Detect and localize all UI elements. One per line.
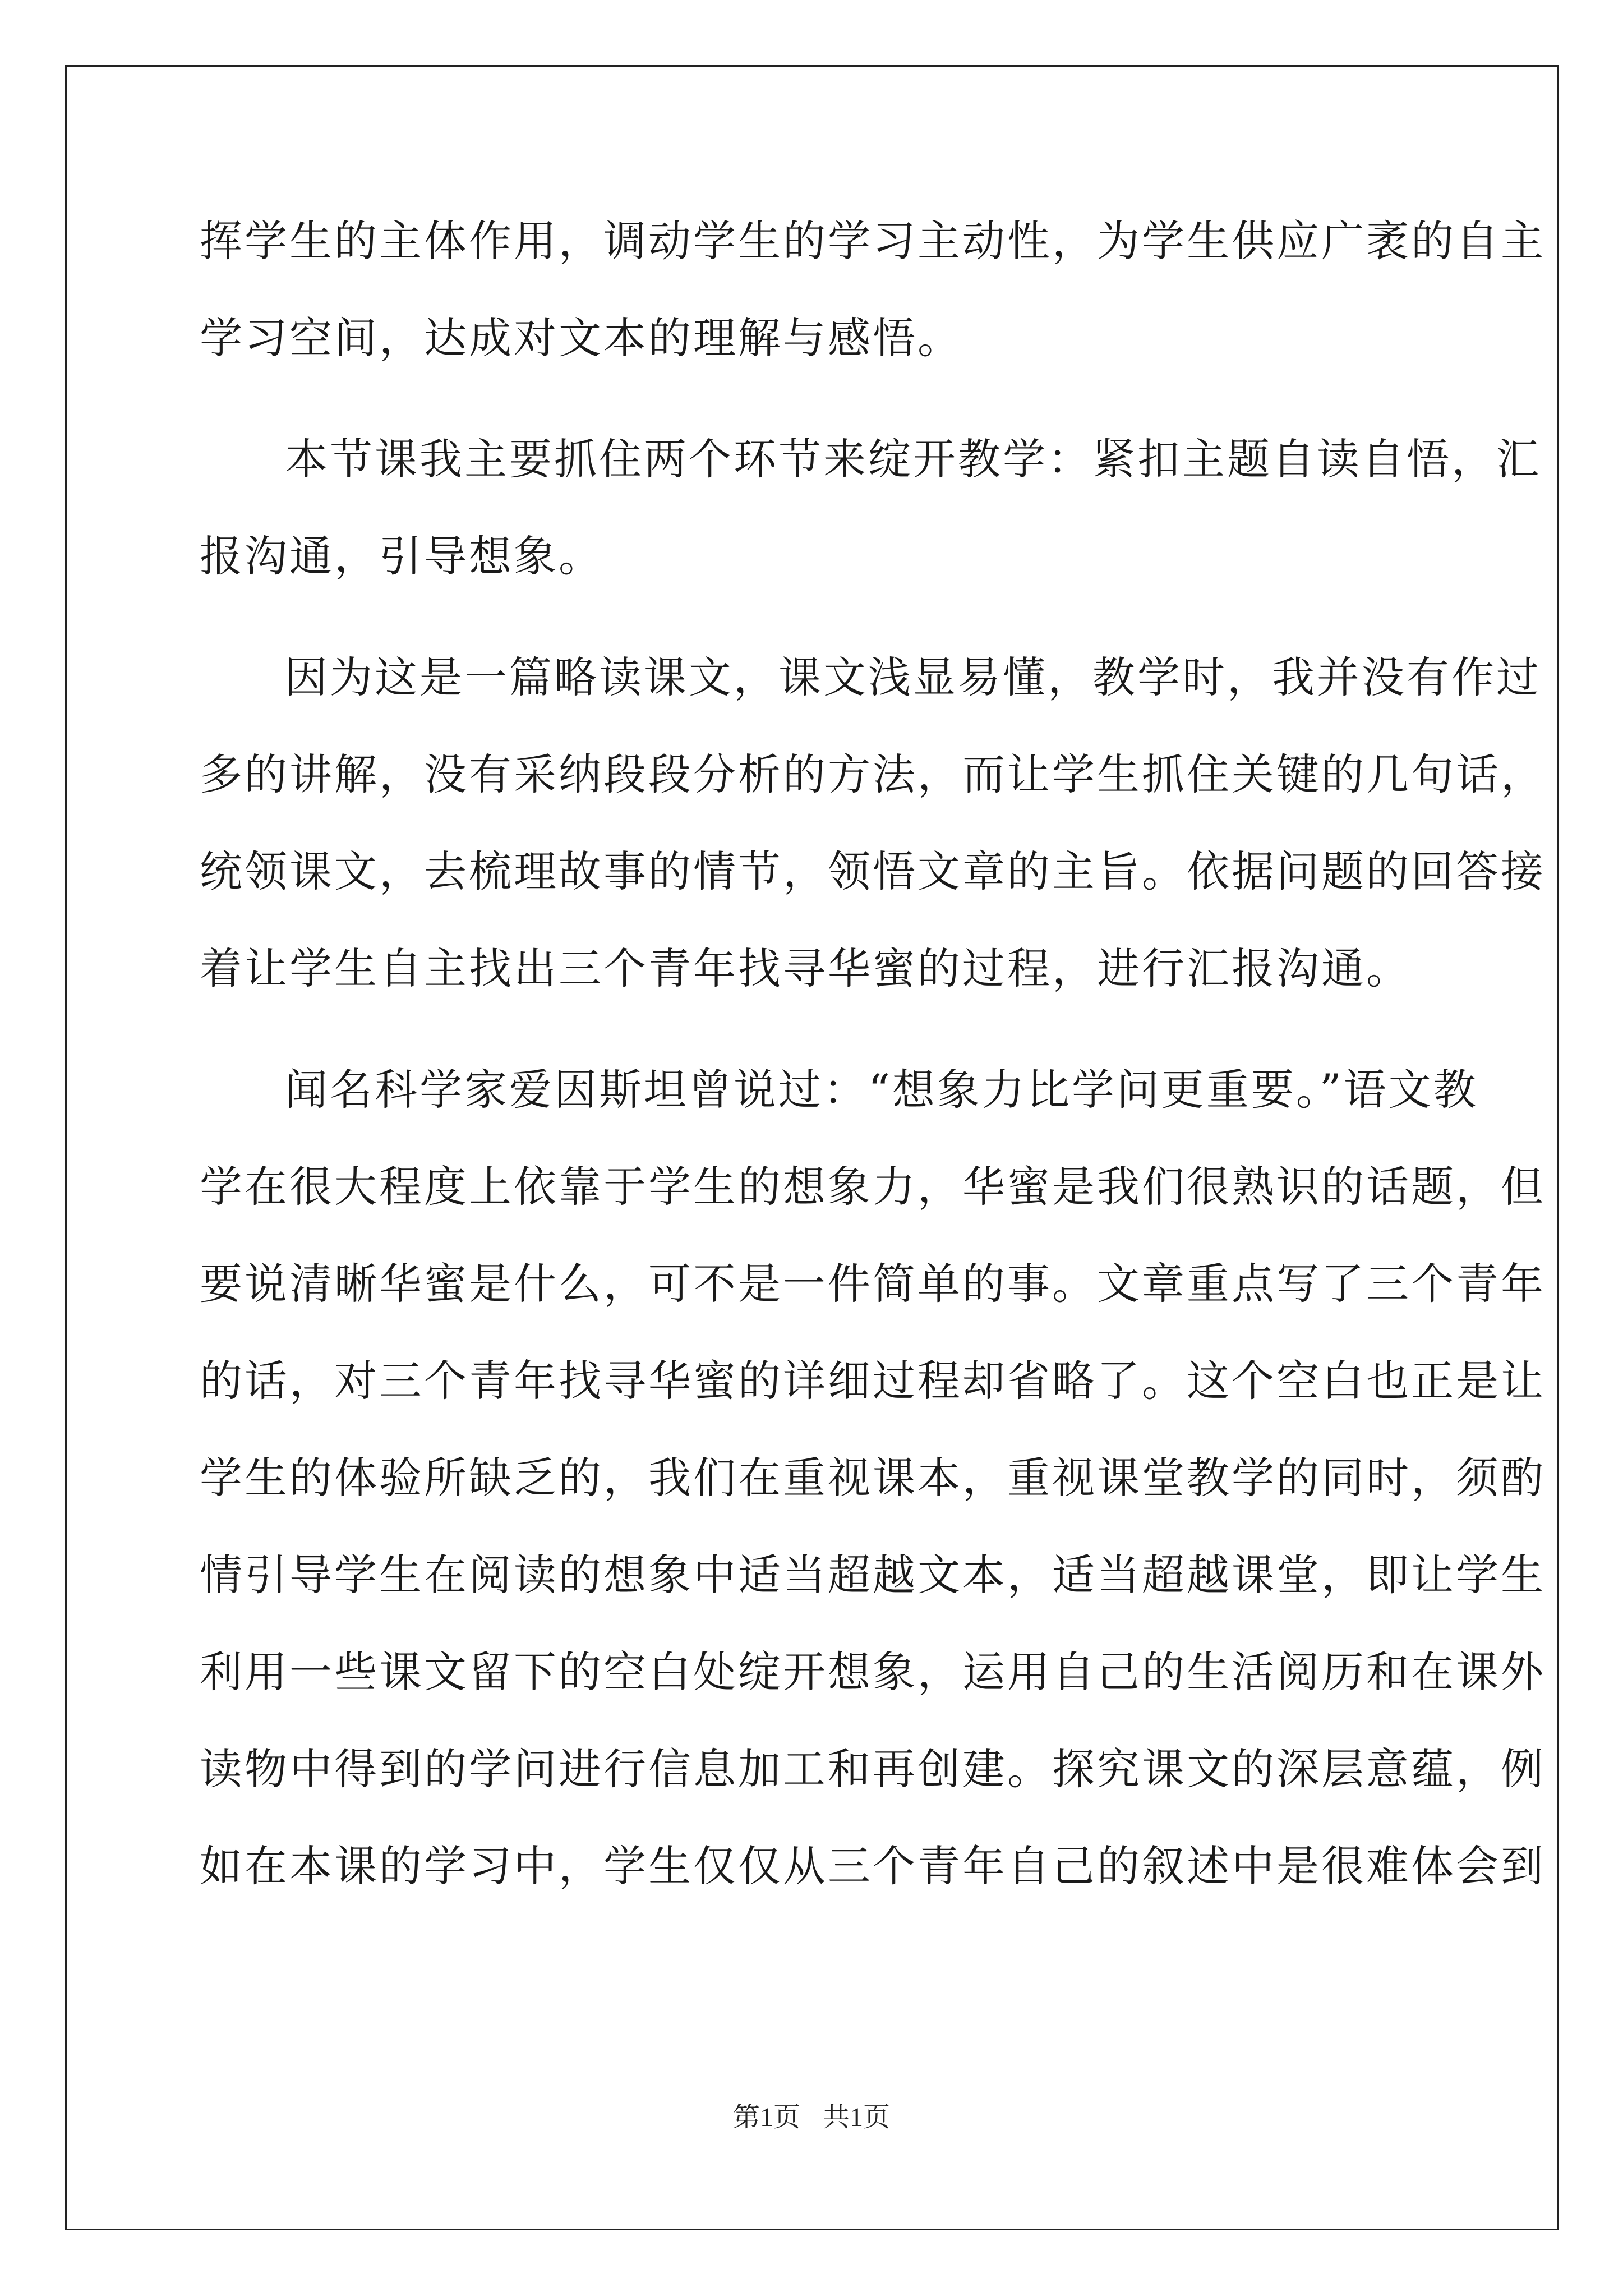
page-border [65,65,1559,2230]
text-line: 着让学生自主找出三个青年找寻华蜜的过程，进行汇报沟通。 [200,944,1411,993]
text-line: 挥学生的主体作用，调动学生的学习主动性，为学生供应广袤的自主 [200,216,1546,266]
text-line: 因为这是一篇略读课文，课文浅显易懂，教学时，我并没有作过 [285,652,1541,702]
page-total: 共1页 [823,2102,891,2132]
text-line: 的话，对三个青年找寻华蜜的详细过程却省略了。这个空白也正是让 [200,1356,1546,1406]
text-line: 本节课我主要抓住两个环节来绽开教学：紧扣主题自读自悟，汇 [285,434,1541,484]
page-number: 第1页 [732,2102,800,2132]
text-line: 学习空间，达成对文本的理解与感悟。 [200,313,962,363]
text-line: 要说清晰华蜜是什么，可不是一件简单的事。文章重点写了三个青年 [200,1259,1546,1309]
text-line: 统领课文，去梳理故事的情节，领悟文章的主旨。依据问题的回答接 [200,846,1546,896]
text-line: 利用一些课文留下的空白处绽开想象，运用自己的生活阅历和在课外 [200,1647,1546,1697]
text-line: 报沟通，引导想象。 [200,531,603,581]
text-line: 情引导学生在阅读的想象中适当超越文本，适当超越课堂，即让学生 [200,1550,1546,1600]
text-line: 闻名科学家爱因斯坦曾说过：“想象力比学问更重要。”语文教 [285,1065,1478,1115]
text-line: 学在很大程度上依靠于学生的想象力，华蜜是我们很熟识的话题，但 [200,1162,1546,1212]
page-footer [0,2101,1623,2134]
text-line: 多的讲解，没有采纳段段分析的方法，而让学生抓住关键的几句话， [200,749,1546,799]
text-line: 读物中得到的学问进行信息加工和再创建。探究课文的深层意蕴，例 [200,1744,1546,1794]
text-line: 学生的体验所缺乏的，我们在重视课本，重视课堂教学的同时，须酌 [200,1453,1546,1503]
text-line: 如在本课的学习中，学生仅仅从三个青年自己的叙述中是很难体会到 [200,1841,1546,1891]
